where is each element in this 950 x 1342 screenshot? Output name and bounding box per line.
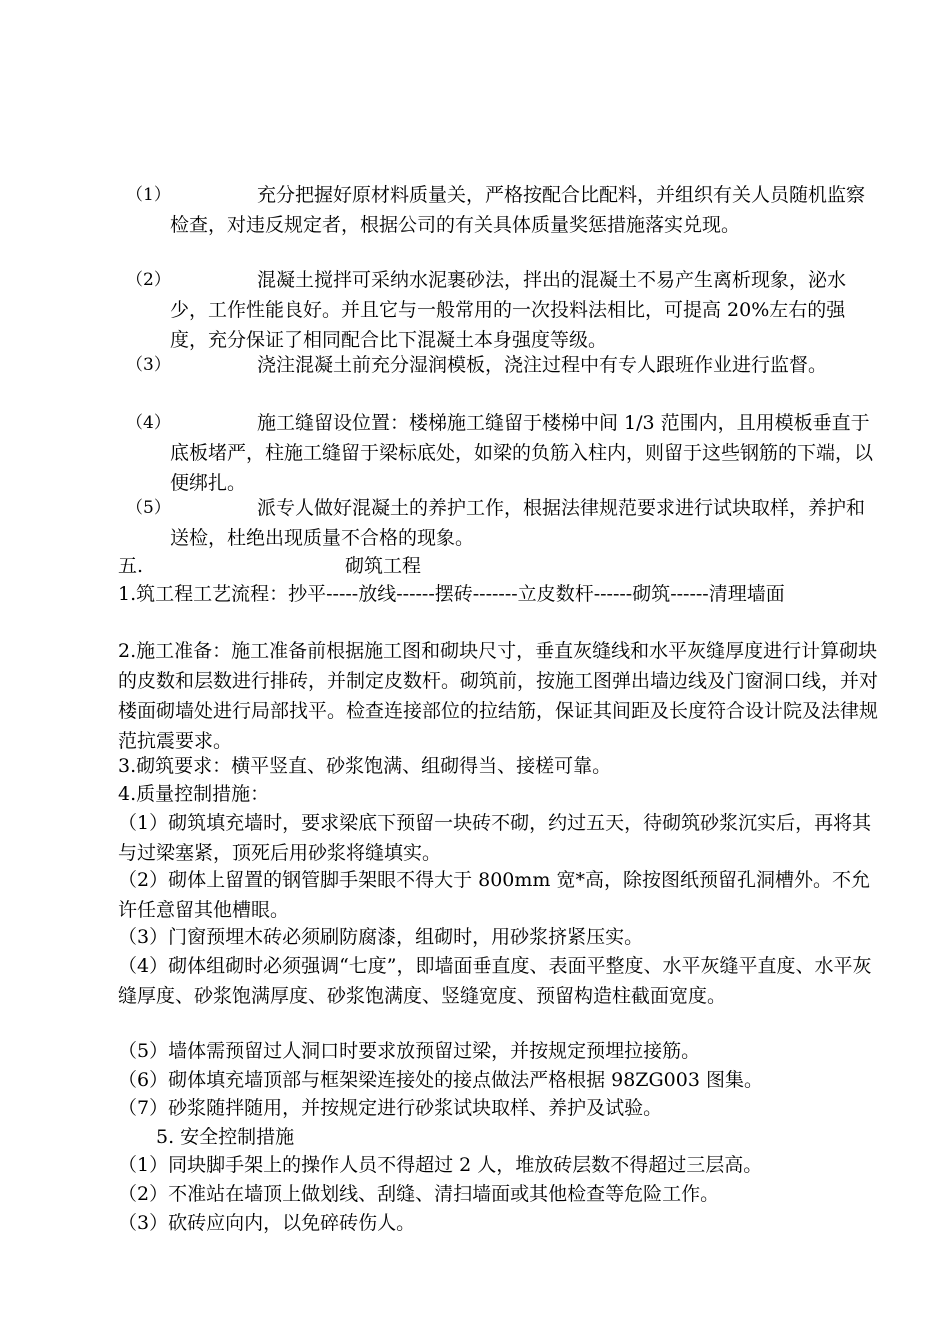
paragraph: （2）不准站在墙顶上做划线、刮缝、清扫墙面或其他检查等危险工作。 bbox=[118, 1183, 720, 1205]
paragraph: 4.质量控制措施： bbox=[118, 783, 270, 805]
item-text: 浇注混凝土前充分湿润模板，浇注过程中有专人跟班作业进行监督。 bbox=[257, 354, 828, 376]
paragraph: （1）同块脚手架上的操作人员不得超过 2 人，堆放砖层数不得超过三层高。 bbox=[118, 1154, 763, 1176]
item-number: （4） bbox=[126, 413, 171, 433]
list-item bbox=[118, 265, 878, 355]
item-text: 混凝土搅拌可采纳水泥裹砂法，拌出的混凝土不易产生离析现象，泌水少，工作性能良好。并且它与一般常用的一次投料法相比，可提高 20%左右的强度，充分保证了相同配合比下混凝土本身强度等级。 bbox=[170, 269, 847, 351]
list-item bbox=[118, 493, 878, 553]
paragraph: （4）砌体组砌时必须强调“七度”，即墙面垂直度、表面平整度、水平灰缝平直度、水平灰缝厚度、砂浆饱满厚度、砂浆饱满度、竖缝宽度、预留构造柱截面宽度。 bbox=[118, 955, 872, 1007]
item-text: 施工缝留设位置：楼梯施工缝留于楼梯中间 1/3 范围内，且用模板垂直于底板堵严，柱施工缝留于梁标底处，如梁的负筋入柱内，则留于这些钢筋的下端，以便绑扎。 bbox=[170, 412, 874, 494]
paragraph: 3.砌筑要求：横平竖直、砂浆饱满、组砌得当、接槎可靠。 bbox=[118, 755, 612, 777]
item-number: （5） bbox=[126, 498, 171, 518]
subsection-heading: 5. 安全控制措施 bbox=[118, 1126, 295, 1148]
item-number: （2） bbox=[126, 270, 171, 290]
section-title: 砌筑工程 bbox=[345, 555, 422, 577]
item-text: 充分把握好原材料质量关，严格按配合比配料，并组织有关人员随机监察检查，对违反规定者，根据公司的有关具体质量奖惩措施落实兑现。 bbox=[170, 184, 866, 236]
item-number: （1） bbox=[126, 185, 171, 205]
paragraph: （5）墙体需预留过人洞口时要求放预留过梁，并按规定预埋拉接筋。 bbox=[118, 1040, 701, 1062]
paragraph: 2.施工准备：施工准备前根据施工图和砌块尺寸，垂直灰缝线和水平灰缝厚度进行计算砌块的皮数和层数进行排砖，并制定皮数杆。砌筑前，按施工图弹出墙边线及门窗洞口线，并对楼面砌墙处进行局部找平。检查连接部位的拉结筋，保证其间距及长度符合设计院及法律规范抗震要求。 bbox=[118, 640, 879, 752]
paragraph: 1.筑工程工艺流程：抄平-----放线------摆砖-------立皮数杆------砌筑------清理墙面 bbox=[118, 583, 785, 605]
section-number: 五. bbox=[118, 555, 144, 577]
list-item bbox=[118, 180, 878, 240]
paragraph: （1）砌筑填充墙时，要求梁底下预留一块砖不砌，约过五天，待砌筑砂浆沉实后，再将其与过梁塞紧，顶死后用砂浆将缝填实。 bbox=[118, 812, 872, 864]
list-item bbox=[118, 350, 878, 380]
paragraph: （6）砌体填充墙顶部与框架梁连接处的接点做法严格根据 98ZG003 图集。 bbox=[118, 1069, 763, 1091]
paragraph: （3）砍砖应向内，以免碎砖伤人。 bbox=[118, 1212, 416, 1234]
item-text: 派专人做好混凝土的养护工作，根据法律规范要求进行试块取样，养护和送检，杜绝出现质量不合格的现象。 bbox=[170, 497, 866, 549]
paragraph: （3）门窗预埋木砖必须刷防腐漆，组砌时，用砂浆挤紧压实。 bbox=[118, 926, 644, 948]
paragraph: （2）砌体上留置的钢管脚手架眼不得大于 800mm 宽*高，除按图纸预留孔洞槽外。不允许任意留其他槽眼。 bbox=[118, 869, 870, 921]
list-item bbox=[118, 408, 878, 498]
item-number: （3） bbox=[126, 355, 171, 375]
paragraph: （7）砂浆随拌随用，并按规定进行砂浆试块取样、养护及试验。 bbox=[118, 1097, 663, 1119]
